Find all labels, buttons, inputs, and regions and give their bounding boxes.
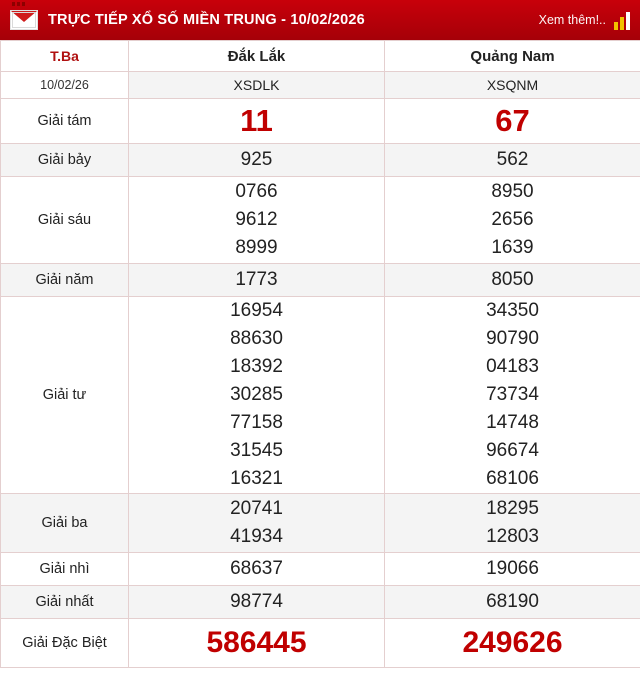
- mail-icon: [10, 10, 38, 30]
- table-row: [1, 619, 640, 668]
- prize-value-giai-sau-p1: 0766 9612 8999: [129, 177, 385, 264]
- prize-label-giai-dac-biet: Giải Đặc Biệt: [1, 619, 129, 668]
- table-row: [1, 297, 640, 494]
- page-title: TRỰC TIẾP XỔ SỐ MIỀN TRUNG - 10/02/2026: [48, 12, 365, 28]
- prize-value-giai-nam-p1: 1773: [129, 264, 385, 297]
- prize-value-giai-dac-biet-p2: 249626: [385, 619, 640, 668]
- see-more-link[interactable]: Xem thêm!..: [538, 13, 606, 27]
- table-row: [1, 586, 640, 619]
- column-header-day: T.Ba: [1, 41, 129, 72]
- header-decoration: [12, 2, 25, 6]
- prize-value-giai-bay-p2: 562: [385, 144, 640, 177]
- prize-value-giai-sau-p2: 8950 2656 1639: [385, 177, 640, 264]
- prize-label-giai-tam: Giải tám: [1, 99, 129, 144]
- prize-label-giai-bay: Giải bảy: [1, 144, 129, 177]
- table-row: [1, 144, 640, 177]
- prize-label-giai-nhat: Giải nhất: [1, 586, 129, 619]
- prize-value-giai-nhi-p2: 19066: [385, 553, 640, 586]
- prize-value-giai-dac-biet-p1: 586445: [129, 619, 385, 668]
- column-header-province-1: Đắk Lắk: [129, 41, 385, 72]
- prize-value-giai-tam-p2: 67: [385, 99, 640, 144]
- prize-value-giai-ba-p1: 20741 41934: [129, 494, 385, 553]
- prize-value-giai-nhat-p2: 68190: [385, 586, 640, 619]
- table-code-row: [1, 72, 640, 99]
- prize-value-giai-tu-p2: 34350 90790 04183 73734 14748 96674 68106: [385, 297, 640, 494]
- table-row: [1, 177, 640, 264]
- province-code-2: XSQNM: [385, 72, 640, 99]
- prize-label-giai-tu: Giải tư: [1, 297, 129, 494]
- page-header: [0, 0, 640, 40]
- table-row: [1, 553, 640, 586]
- prize-value-giai-nhat-p1: 98774: [129, 586, 385, 619]
- prize-value-giai-tam-p1: 11: [129, 99, 385, 144]
- prize-value-giai-bay-p1: 925: [129, 144, 385, 177]
- column-header-province-2: Quảng Nam: [385, 41, 640, 72]
- prize-value-giai-tu-p1: 16954 88630 18392 30285 77158 31545 16321: [129, 297, 385, 494]
- table-row: [1, 99, 640, 144]
- prize-label-giai-ba: Giải ba: [1, 494, 129, 553]
- prize-value-giai-nam-p2: 8050: [385, 264, 640, 297]
- prize-label-giai-nam: Giải năm: [1, 264, 129, 297]
- bottom-spacer: [0, 668, 640, 674]
- prize-label-giai-sau: Giải sáu: [1, 177, 129, 264]
- results-table: [0, 40, 640, 668]
- table-row: [1, 264, 640, 297]
- province-code-1: XSDLK: [129, 72, 385, 99]
- draw-date: 10/02/26: [1, 72, 129, 99]
- prize-label-giai-nhi: Giải nhì: [1, 553, 129, 586]
- prize-value-giai-ba-p2: 18295 12803: [385, 494, 640, 553]
- signal-bars-icon: [614, 10, 630, 30]
- table-row: [1, 494, 640, 553]
- prize-value-giai-nhi-p1: 68637: [129, 553, 385, 586]
- table-header-row: [1, 41, 640, 72]
